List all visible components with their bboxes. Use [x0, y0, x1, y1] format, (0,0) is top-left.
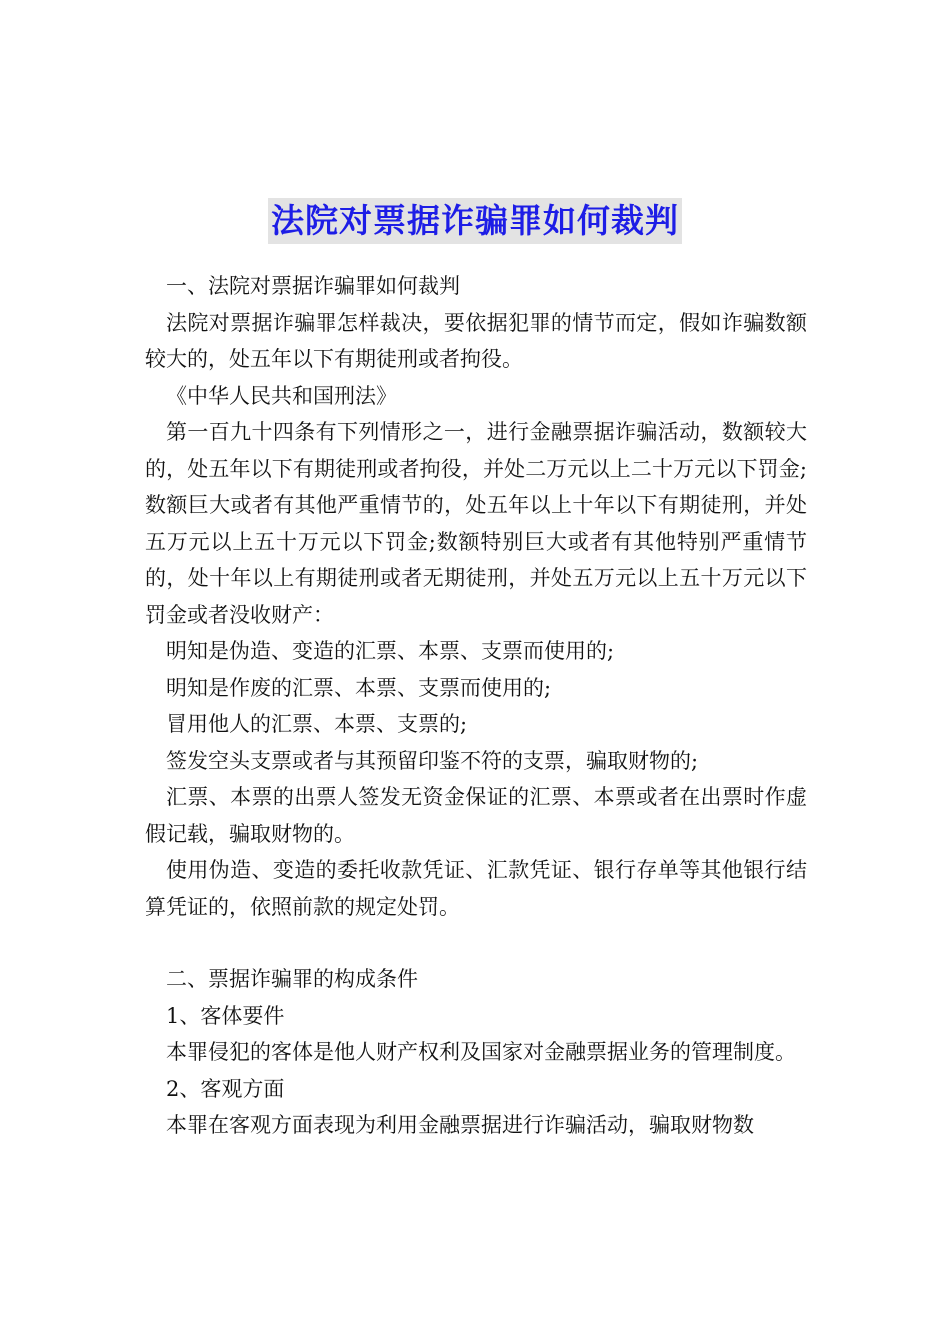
- section-heading-1: 一、法院对票据诈骗罪如何裁判: [166, 274, 460, 298]
- title-container: [0, 176, 950, 266]
- paragraph-other-vouchers: 使用伪造、变造的委托收款凭证、汇款凭证、银行存单等其他银行结算凭证的，依照前款的规定处罚。: [145, 858, 807, 919]
- law-reference: 《中华人民共和国刑法》: [166, 383, 397, 408]
- blank-line: [145, 925, 807, 961]
- list-item-5: 汇票、本票的出票人签发无资金保证的汇票、本票或者在出票时作虚假记载，骗取财物的。: [145, 785, 807, 846]
- subheading-object: 1、客体要件: [166, 1003, 285, 1028]
- section-heading-2: 二、票据诈骗罪的构成条件: [166, 967, 418, 991]
- subheading-objective: 2、客观方面: [166, 1076, 285, 1101]
- document-body: [145, 268, 807, 1144]
- list-item-4: 签发空头支票或者与其预留印鉴不符的支票，骗取财物的;: [166, 748, 699, 773]
- list-item-2: 明知是作废的汇票、本票、支票而使用的;: [166, 675, 552, 700]
- paragraph-ruling: 法院对票据诈骗罪怎样裁决，要依据犯罪的情节而定，假如诈骗数额较大的，处五年以下有期徒刑或者拘役。: [145, 310, 807, 371]
- document-title: 法院对票据诈骗罪如何裁判: [268, 198, 682, 244]
- list-item-3: 冒用他人的汇票、本票、支票的;: [166, 712, 468, 736]
- article-194: 第一百九十四条有下列情形之一，进行金融票据诈骗活动，数额较大的，处五年以下有期徒刑或者拘役，并处二万元以上二十万元以下罚金;数额巨大或者有其他严重情节的，处五年以上十年以下有期徒刑，并处五万元以上五十万元以下罚金;数额特别巨大或者有其他特别严重情节的，处十年以上有期徒刑或者无期徒刑，并处五万元以上五十万元以下罚金或者没收财产：: [145, 420, 807, 627]
- paragraph-object: 本罪侵犯的客体是他人财产权利及国家对金融票据业务的管理制度。: [166, 1040, 796, 1064]
- paragraph-objective: 本罪在客观方面表现为利用金融票据进行诈骗活动，骗取财物数: [166, 1113, 754, 1137]
- list-item-1: 明知是伪造、变造的汇票、本票、支票而使用的;: [166, 639, 615, 663]
